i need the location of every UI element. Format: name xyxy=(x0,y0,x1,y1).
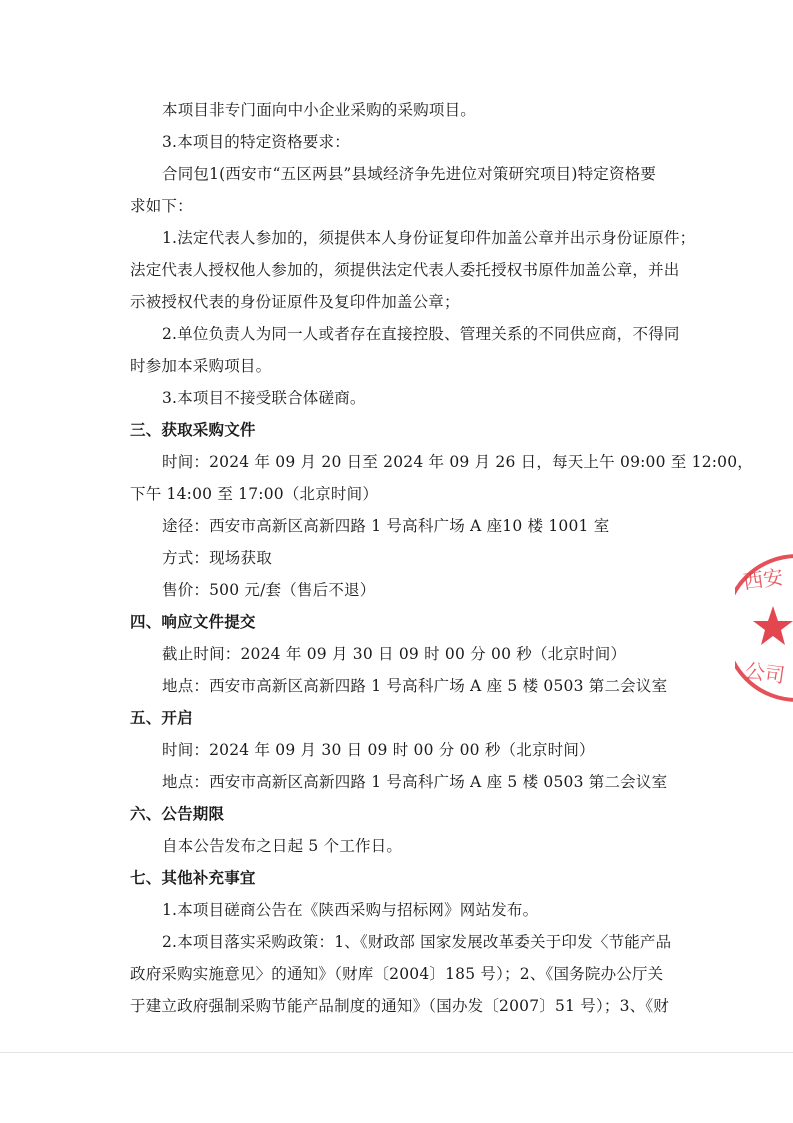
paragraph-line: 2.单位负责人为同一人或者存在直接控股、管理关系的不同供应商，不得同 xyxy=(162,325,680,343)
paragraph-line: 截止时间：2024 年 09 月 30 日 09 时 00 分 00 秒（北京时间） xyxy=(162,645,627,663)
section-heading-7: 七、其他补充事宜 xyxy=(130,869,256,887)
section-heading-4: 四、响应文件提交 xyxy=(130,613,256,631)
paragraph-line: 求如下： xyxy=(130,197,193,215)
paragraph-line: 下午 14:00 至 17:00（北京时间） xyxy=(130,485,379,503)
seal-text-bottom: 公司 xyxy=(743,658,787,688)
paragraph-line: 政府采购实施意见〉的通知》（财库〔2004〕185 号）；2、《国务院办公厅关 xyxy=(130,965,664,983)
section-heading-3: 三、获取采购文件 xyxy=(130,421,256,439)
paragraph-line: 地点：西安市高新区高新四路 1 号高科广场 A 座 5 楼 0503 第二会议室 xyxy=(162,773,668,791)
section-heading-6: 六、公告期限 xyxy=(130,805,225,823)
scan-artifact-line xyxy=(0,1052,793,1053)
paragraph-line: 时参加本采购项目。 xyxy=(130,357,272,375)
paragraph-line: 自本公告发布之日起 5 个工作日。 xyxy=(162,837,403,855)
paragraph-line: 地点：西安市高新区高新四路 1 号高科广场 A 座 5 楼 0503 第二会议室 xyxy=(162,677,668,695)
paragraph-line: 售价：500 元/套（售后不退） xyxy=(162,581,376,599)
paragraph-line: 时间：2024 年 09 月 30 日 09 时 00 分 00 秒（北京时间） xyxy=(162,741,595,759)
paragraph-line: 本项目非专门面向中小企业采购的采购项目。 xyxy=(162,101,477,119)
paragraph-line: 3.本项目的特定资格要求： xyxy=(162,133,350,151)
paragraph-line: 1.本项目磋商公告在《陕西采购与招标网》网站发布。 xyxy=(162,901,539,919)
paragraph-line: 1.法定代表人参加的，须提供本人身份证复印件加盖公章并出示身份证原件； xyxy=(162,229,696,247)
star-icon xyxy=(753,606,793,645)
paragraph-line: 2.本项目落实采购政策：1、《财政部 国家发展改革委关于印发〈节能产品 xyxy=(162,933,672,951)
company-seal-icon xyxy=(735,548,793,708)
paragraph-line: 法定代表人授权他人参加的，须提供法定代表人委托授权书原件加盖公章，并出 xyxy=(130,261,680,279)
paragraph-line: 合同包1(西安市“五区两县”县域经济争先进位对策研究项目)特定资格要 xyxy=(162,165,657,183)
paragraph-line: 示被授权代表的身份证原件及复印件加盖公章； xyxy=(130,293,460,311)
paragraph-line: 途径：西安市高新区高新四路 1 号高科广场 A 座10 楼 1001 室 xyxy=(162,517,610,535)
section-heading-5: 五、开启 xyxy=(130,709,193,727)
paragraph-line: 时间：2024 年 09 月 20 日至 2024 年 09 月 26 日，每天上午 09:00 至 12:00， xyxy=(162,453,754,471)
paragraph-line: 3.本项目不接受联合体磋商。 xyxy=(162,389,366,407)
seal-text-top: 西安 xyxy=(741,564,785,594)
paragraph-line: 方式：现场获取 xyxy=(162,549,272,567)
paragraph-line: 于建立政府强制采购节能产品制度的通知》（国办发〔2007〕51 号）；3、《财 xyxy=(130,997,670,1015)
